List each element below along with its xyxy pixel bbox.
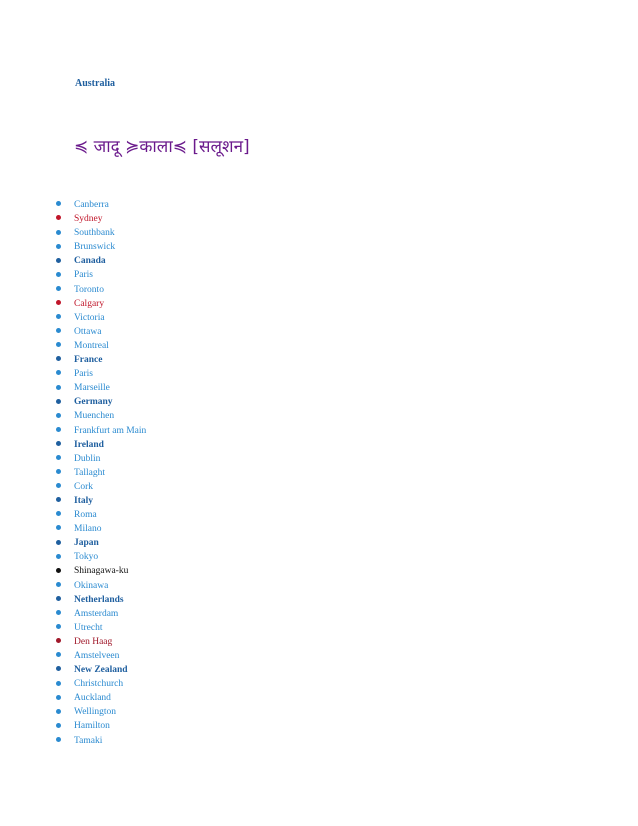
list-item-city bbox=[56, 268, 146, 282]
bullet-icon bbox=[56, 582, 61, 587]
bullet-icon bbox=[56, 215, 61, 220]
list-item-label: Southbank bbox=[74, 228, 115, 239]
list-item-label: Christchurch bbox=[74, 679, 124, 690]
bullet-icon bbox=[56, 399, 61, 404]
list-item-country bbox=[56, 663, 146, 677]
list-item-label: Ottawa bbox=[74, 326, 102, 337]
bullet-icon bbox=[56, 511, 61, 516]
bullet-icon bbox=[56, 554, 61, 559]
list-item-label: Tallaght bbox=[74, 467, 105, 478]
list-item-city bbox=[56, 311, 146, 325]
list-item-label: Den Haag bbox=[74, 636, 113, 647]
bullet-icon bbox=[56, 666, 61, 671]
bullet-icon bbox=[56, 314, 61, 319]
list-item-city bbox=[56, 635, 146, 649]
bullet-icon bbox=[56, 342, 61, 347]
list-item-label: Tokyo bbox=[74, 552, 99, 563]
list-item-city bbox=[56, 621, 146, 635]
list-item-country bbox=[56, 593, 146, 607]
list-item-label: Amsterdam bbox=[74, 608, 119, 619]
bullet-icon bbox=[56, 652, 61, 657]
list-item-label: Hamilton bbox=[74, 721, 110, 732]
list-item-country bbox=[56, 438, 146, 452]
list-item-city bbox=[56, 522, 146, 536]
list-item-city bbox=[56, 198, 146, 212]
list-item-label: Cork bbox=[74, 481, 93, 492]
list-item-label: Utrecht bbox=[74, 622, 103, 633]
location-list bbox=[56, 198, 146, 748]
bullet-icon bbox=[56, 610, 61, 615]
list-item-country bbox=[56, 353, 146, 367]
list-item-label: Canberra bbox=[74, 200, 109, 210]
bullet-icon bbox=[56, 695, 61, 700]
list-item-label: Shinagawa-ku bbox=[74, 566, 129, 577]
bullet-icon bbox=[56, 441, 61, 446]
bullet-icon bbox=[56, 568, 61, 573]
bullet-icon bbox=[56, 540, 61, 545]
list-item-label: Frankfurt am Main bbox=[74, 425, 147, 436]
list-item-label: Germany bbox=[74, 397, 113, 408]
list-item-city bbox=[56, 705, 146, 719]
list-item-city bbox=[56, 283, 146, 297]
list-item-city bbox=[56, 579, 146, 593]
list-item-label: Italy bbox=[74, 495, 93, 506]
bullet-icon bbox=[56, 244, 61, 249]
list-item-city bbox=[56, 691, 146, 705]
bullet-icon bbox=[56, 286, 61, 291]
list-item-label: Canada bbox=[74, 256, 106, 267]
list-item-city bbox=[56, 550, 146, 564]
list-item-city bbox=[56, 466, 146, 480]
list-item-label: Marseille bbox=[74, 383, 110, 394]
list-item-label: Muenchen bbox=[74, 411, 115, 422]
bullet-icon bbox=[56, 385, 61, 390]
list-item-country bbox=[56, 254, 146, 268]
bullet-icon bbox=[56, 370, 61, 375]
list-item-label: Paris bbox=[74, 270, 93, 281]
bullet-icon bbox=[56, 328, 61, 333]
list-item-country bbox=[56, 494, 146, 508]
list-item-city bbox=[56, 452, 146, 466]
bullet-icon bbox=[56, 624, 61, 629]
bullet-icon bbox=[56, 709, 61, 714]
list-item-label: Victoria bbox=[74, 312, 105, 323]
bullet-icon bbox=[56, 427, 61, 432]
list-item-label: Amstelveen bbox=[74, 651, 120, 661]
list-item-country bbox=[56, 395, 146, 409]
list-item-city bbox=[56, 297, 146, 311]
list-item-city bbox=[56, 734, 146, 748]
list-item-label: Calgary bbox=[74, 298, 105, 309]
list-item-label: Sydney bbox=[74, 214, 103, 225]
list-item-country bbox=[56, 536, 146, 550]
bullet-icon bbox=[56, 723, 61, 728]
list-item-label: France bbox=[74, 355, 103, 366]
list-item-city bbox=[56, 409, 146, 423]
bullet-icon bbox=[56, 737, 61, 742]
list-item-label: Paris bbox=[74, 369, 93, 380]
list-item-label: Okinawa bbox=[74, 580, 109, 591]
list-item-city bbox=[56, 480, 146, 494]
list-item-label: Ireland bbox=[74, 439, 104, 450]
bullet-icon bbox=[56, 455, 61, 460]
list-item-city bbox=[56, 240, 146, 254]
list-item-label: Montreal bbox=[74, 340, 109, 351]
bullet-icon bbox=[56, 525, 61, 530]
bullet-icon bbox=[56, 230, 61, 235]
list-item-city bbox=[56, 607, 146, 621]
list-item-city bbox=[56, 226, 146, 240]
bullet-icon bbox=[56, 497, 61, 502]
list-item-city bbox=[56, 677, 146, 691]
section-heading: Australia bbox=[75, 78, 115, 89]
hindi-title: ≼ जादू ≽काला≼ [सलूशन] bbox=[74, 137, 250, 157]
bullet-icon bbox=[56, 469, 61, 474]
list-item-label: Brunswick bbox=[74, 242, 116, 253]
list-item-label: Auckland bbox=[74, 693, 111, 704]
bullet-icon bbox=[56, 596, 61, 601]
list-item-city bbox=[56, 212, 146, 226]
list-item-label: Japan bbox=[74, 538, 99, 549]
bullet-icon bbox=[56, 413, 61, 418]
list-item-label: Dublin bbox=[74, 453, 101, 464]
bullet-icon bbox=[56, 300, 61, 305]
bullet-icon bbox=[56, 201, 61, 206]
bullet-icon bbox=[56, 356, 61, 361]
list-item-city bbox=[56, 564, 146, 578]
list-item-city bbox=[56, 424, 146, 438]
list-item-label: Roma bbox=[74, 510, 97, 521]
list-item-label: Netherlands bbox=[74, 594, 124, 605]
bullet-icon bbox=[56, 681, 61, 686]
list-item-city bbox=[56, 325, 146, 339]
list-item-label: Milano bbox=[74, 524, 102, 535]
list-item-city bbox=[56, 381, 146, 395]
list-item-city bbox=[56, 719, 146, 733]
bullet-icon bbox=[56, 638, 61, 643]
list-item-city bbox=[56, 508, 146, 522]
bullet-icon bbox=[56, 272, 61, 277]
list-item-city bbox=[56, 339, 146, 353]
list-item-city bbox=[56, 649, 146, 663]
list-item-label: New Zealand bbox=[74, 665, 128, 676]
list-item-label: Tamaki bbox=[74, 735, 103, 746]
list-item-label: Toronto bbox=[74, 284, 104, 295]
bullet-icon bbox=[56, 483, 61, 488]
list-item-city bbox=[56, 367, 146, 381]
list-item-label: Wellington bbox=[74, 707, 116, 718]
bullet-icon bbox=[56, 258, 61, 263]
